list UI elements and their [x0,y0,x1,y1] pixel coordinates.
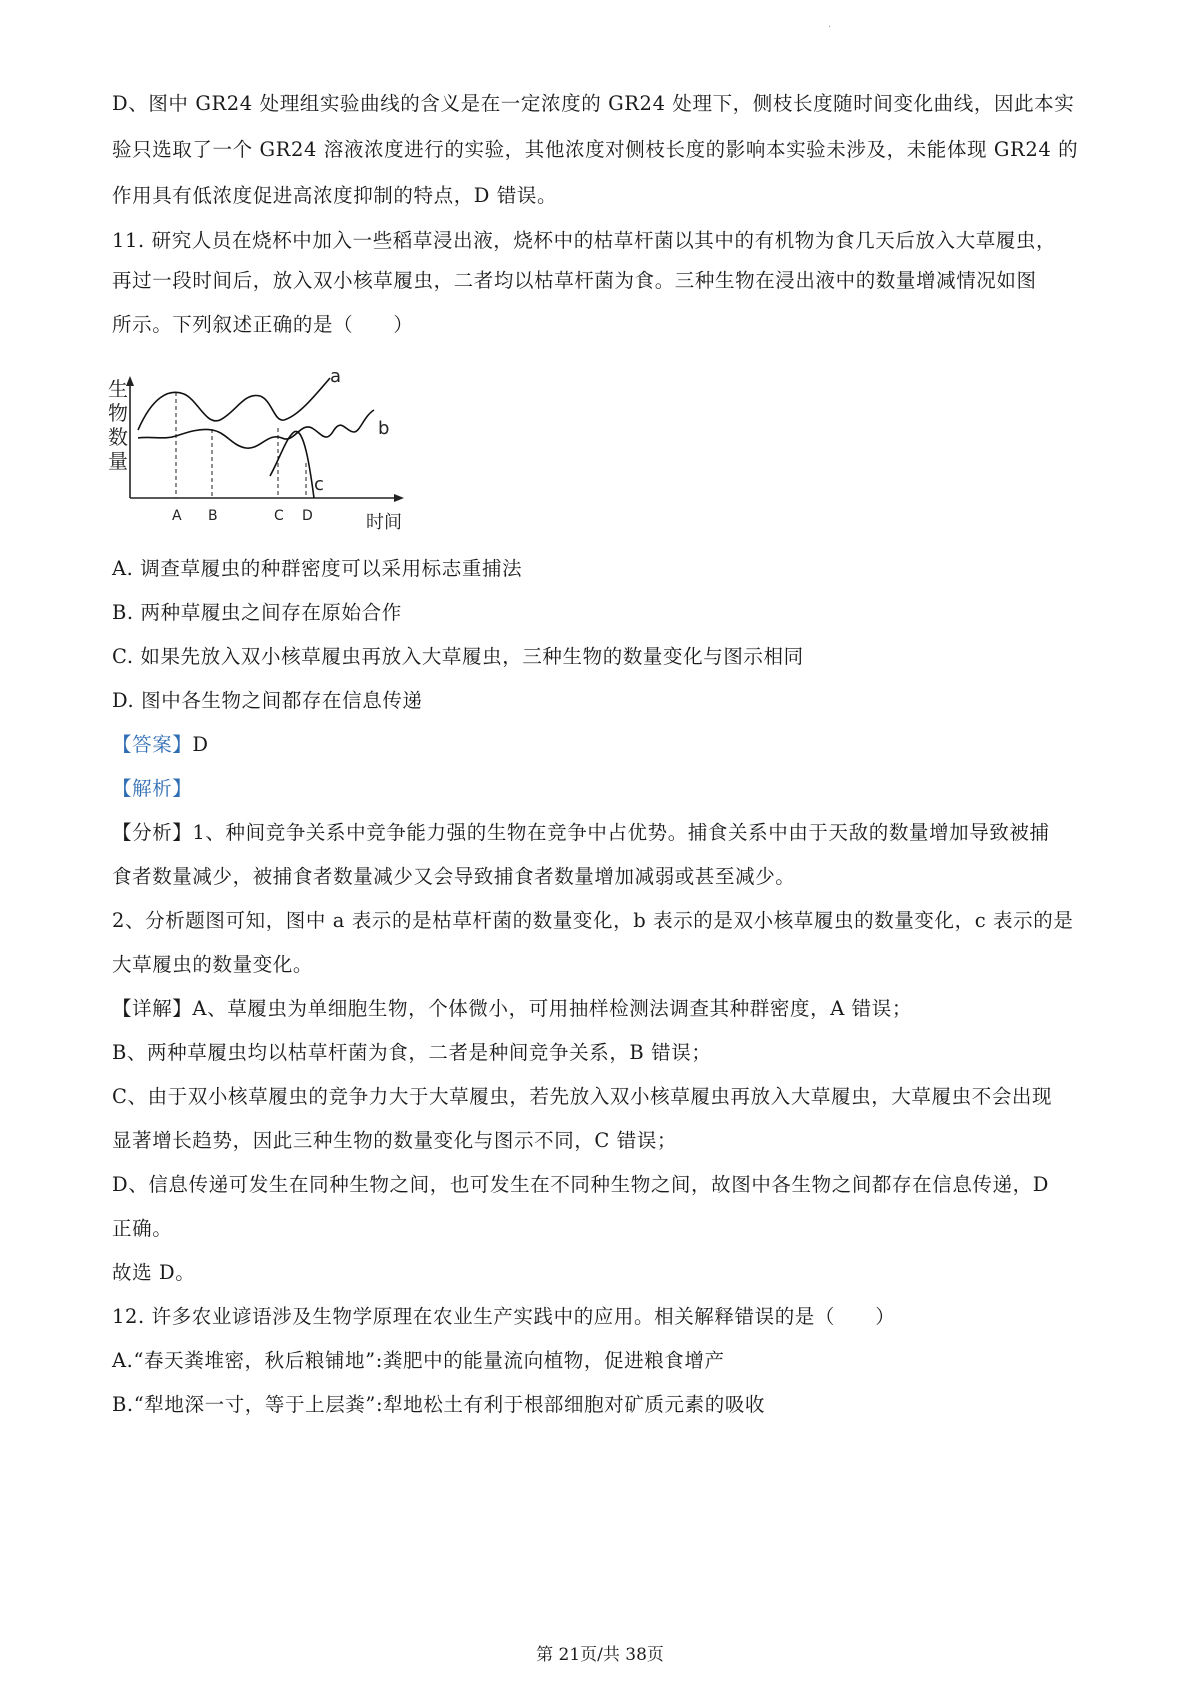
answer-value: D [192,733,209,756]
xiangjie-tag: 【详解】 [112,997,193,1020]
x-axis-label: 时间 [366,512,402,533]
y-axis-label-char: 量 [108,449,128,473]
tick-label: D [302,508,313,524]
y-axis-label-char: 物 [108,401,128,425]
text-line: D、信息传递可发生在同种生物之间，也可发生在不同种生物之间，故图中各生物之间都存在信息传递，D [112,1173,1049,1196]
y-axis-label-char: 生 [108,377,128,401]
text-line: 2、分析题图可知，图中 a 表示的是枯草杆菌的数量变化，b 表示的是双小核草履虫的数量变化，c 表示的是 [112,909,1074,932]
text-line: 故选 D。 [112,1261,196,1284]
tick-label: C [274,508,284,524]
y-axis-label-char: 数 [108,425,128,449]
curve-label-a: a [330,366,342,387]
text-line: 显著增长趋势，因此三种生物的数量变化与图示不同，C 错误； [112,1129,678,1152]
text-line: 食者数量减少，被捕食者数量减少又会导致捕食者数量增加减弱或甚至减少。 [112,865,796,888]
text-line: 验只选取了一个 GR24 溶液浓度进行的实验，其他浓度对侧枝长度的影响本实验未涉及，未能体现 GR24 的 [112,138,1079,161]
answer-line [112,729,1102,761]
text-line: D、图中 GR24 处理组实验曲线的含义是在一定浓度的 GR24 处理下，侧枝长度随时间变化曲线，因此本实 [112,92,1075,115]
fenxi-line [112,817,1102,849]
text-line: 所示。下列叙述正确的是（ ） [112,313,414,336]
population-curve-figure [108,366,448,548]
xiangjie-text: A、草履虫为单细胞生物，个体微小，可用抽样检测法调查其种群密度，A 错误； [192,997,912,1020]
option-d: D. 图中各生物之间都存在信息传递 [112,689,423,712]
option-c: C. 如果先放入双小核草履虫再放入大草履虫，三种生物的数量变化与图示相同 [112,645,804,668]
text-line: 正确。 [112,1217,173,1240]
answer-tag: 【答案】 [112,733,193,756]
tick-label: A [172,508,182,524]
page-number: 第 21页/共 38页 [536,1645,664,1665]
option-b: B. 两种草履虫之间存在原始合作 [112,601,402,624]
analysis-heading [112,773,1102,805]
tick-label: B [208,508,218,524]
curve-label-c: c [314,474,324,495]
text-line: 作用具有低浓度促进高浓度抑制的特点，D 错误。 [112,184,558,207]
curve-label-b: b [378,418,390,439]
y-axis-label [108,377,128,473]
text-line: C、由于双小核草履虫的竞争力大于大草履虫，若先放入双小核草履虫再放入大草履虫，大草履虫不会出现 [112,1085,1053,1108]
analysis-tag: 【解析】 [112,777,193,800]
curve-c [270,431,314,498]
curve-b [138,410,374,448]
guide-lines [176,392,306,498]
text-line: 再过一段时间后，放入双小核草履虫，二者均以枯草杆菌为食。三种生物在浸出液中的数量增减情况如图 [112,269,1037,292]
option-a: A.“春天粪堆密，秋后粮铺地”:粪肥中的能量流向植物，促进粮食增产 [112,1349,725,1372]
fenxi-tag: 【分析】 [112,821,193,844]
x-axis-arrow [394,494,404,502]
xiangjie-line [112,993,1102,1025]
question-12-stem: 12. 许多农业谚语涉及生物学原理在农业生产实践中的应用。相关解释错误的是（ ） [112,1305,896,1328]
option-b: B.“犁地深一寸，等于上层粪”:犁地松土有利于根部细胞对矿质元素的吸收 [112,1393,766,1416]
text-line: B、两种草履虫均以枯草杆菌为食，二者是种间竞争关系，B 错误； [112,1041,712,1064]
fenxi-text: 1、种间竞争关系中竞争能力强的生物在竞争中占优势。捕食关系中由于天敌的数量增加导致被捕 [192,821,1050,844]
option-a: A. 调查草履虫的种群密度可以采用标志重捕法 [112,557,523,580]
question-11-stem: 11. 研究人员在烧杯中加入一些稻草浸出液，烧杯中的枯草杆菌以其中的有机物为食几天后放入大草履虫， [112,229,1057,252]
curve-a [138,378,330,430]
text-line: 大草履虫的数量变化。 [112,953,314,976]
header-mark: · [828,22,832,33]
